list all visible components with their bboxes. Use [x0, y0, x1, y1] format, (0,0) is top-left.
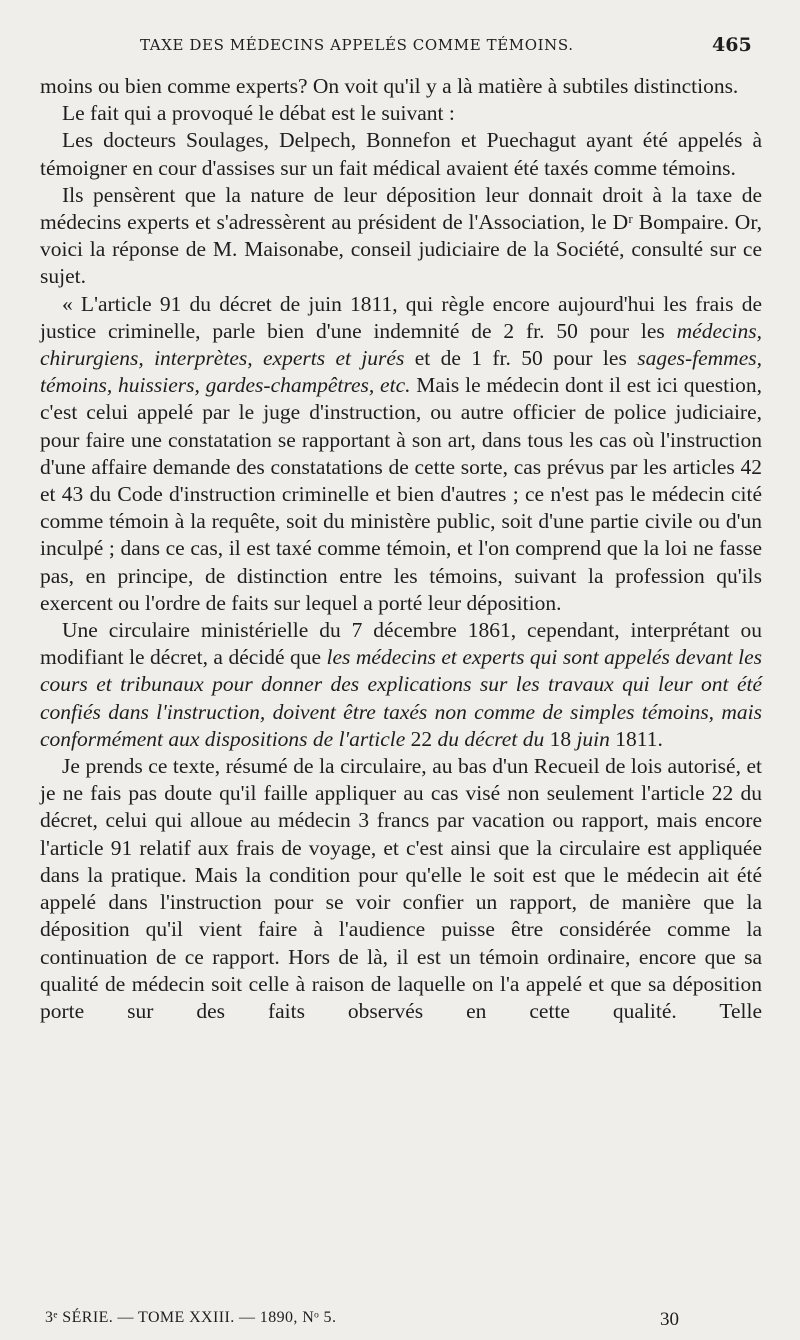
paragraph-pensee: Ils pensèrent que la nature de leur déposition leur donnait droit à la taxe de médecins experts et s'adressèrent au président de l'Association, le Dʳ Bompaire. Or, voici la réponse de M. Maisonabe, conseil judiciaire de la Société, consulté sur ce sujet.	[40, 182, 762, 289]
signature-mark: 30	[660, 1309, 679, 1330]
text-segment: Une circulaire ministérielle du 7 décembre 1861, cependant, interprétant ou modifiant le décret, a décidé que	[40, 618, 762, 670]
paragraph-fait: Le fait qui a provoqué le débat est le suivant :	[62, 101, 455, 126]
text-segment: 18	[544, 726, 577, 751]
page-footer	[0, 1309, 800, 1333]
paragraph-je-prends: Je prends ce texte, résumé de la circulaire, au bas d'un Recueil de lois autorisé, et je ne fais pas doute qu'il faille appliquer au cas visé non seulement l'article 22 du décret, celui qui alloue au médecin 3 francs par vacation ou rapport, mais encore l'article 91 relatif aux frais de voyage, et c'est ainsi que la circulaire est appliquée dans la pratique. Mais la condition pour qu'elle le soit est que le médecin ait été appelé dans l'instruction pour se voir confier un rapport, de manière que la déposition qu'il vient faire à l'audience puisse être considérée comme la continuation de ce rapport. Hors de là, il est un témoin ordinaire, encore que sa qualité de médecin soit celle à raison de laquelle on l'a appelé et que sa déposition porte sur des faits observés en cette qualité. Telle	[40, 754, 762, 1023]
italic-segment: juin	[576, 726, 610, 751]
text-segment: « L'article 91 du décret de juin 1811, qui règle encore aujourd'hui les frais de justice criminelle, parle bien d'une indemnité de 2 fr. 50 pour les	[40, 291, 762, 343]
text-segment: et de 1 fr. 50 pour les	[404, 346, 638, 371]
paragraph-continuation: moins ou bien comme experts? On voit qu'il y a là matière à subtiles distinctions.	[40, 74, 739, 98]
paragraph-article-91	[40, 291, 762, 617]
running-title: TAXE DES MÉDECINS APPELÉS COMME TÉMOINS.	[140, 36, 574, 54]
italic-segment: médecins, chirurgiens, interprètes, experts et jurés	[40, 318, 762, 371]
italic-segment: du décret du	[437, 726, 545, 751]
page-number: 465	[712, 34, 752, 56]
text-segment: 22	[405, 726, 438, 751]
running-header	[0, 34, 800, 60]
body-text	[40, 73, 762, 1025]
text-segment: Mais le médecin dont il est ici question, c'est celui appelé par le juge d'instruction, ou autre officier de police judiciaire, pour faire une constatation se rapportant à son art, dans tous les cas où l'instruction d'une affaire demande des constatations de cette sorte, cas prévus par les articles 42 et 43 du Code d'instruction criminelle et bien d'autres ; ce n'est pas le médecin cité comme témoin à la requête, soit du ministère public, soit d'une partie civile ou d'un inculpé ; dans ce cas, il est taxé comme témoin, et l'on comprend que la loi ne fasse pas, en principe, de distinction entre les témoins, suivant la profession qu'ils exercent ou l'ordre de faits sur lequel a porté leur déposition.	[40, 373, 762, 615]
text-segment: 1811.	[609, 726, 663, 751]
paragraph-docteurs: Les docteurs Soulages, Delpech, Bonnefon et Puechagut ayant été appelés à témoigner en cour d'assises sur un fait médical avaient été taxés comme témoins.	[40, 128, 762, 180]
paragraph-circulaire	[40, 617, 762, 753]
italic-segment: sages-femmes, témoins, huissiers, gardes-champêtres, etc.	[40, 346, 762, 398]
series-line: 3ᵉ SÉRIE. — TOME XXIII. — 1890, Nᵒ 5.	[45, 1309, 337, 1326]
italic-segment: les médecins et experts qui sont appelés devant les cours et tribunaux pour donner des explications sur les travaux qui leur ont été confiés dans l'instruction, doivent être taxés non comme de simples témoins, mais conformément aux dispositions de l'article	[40, 645, 762, 751]
